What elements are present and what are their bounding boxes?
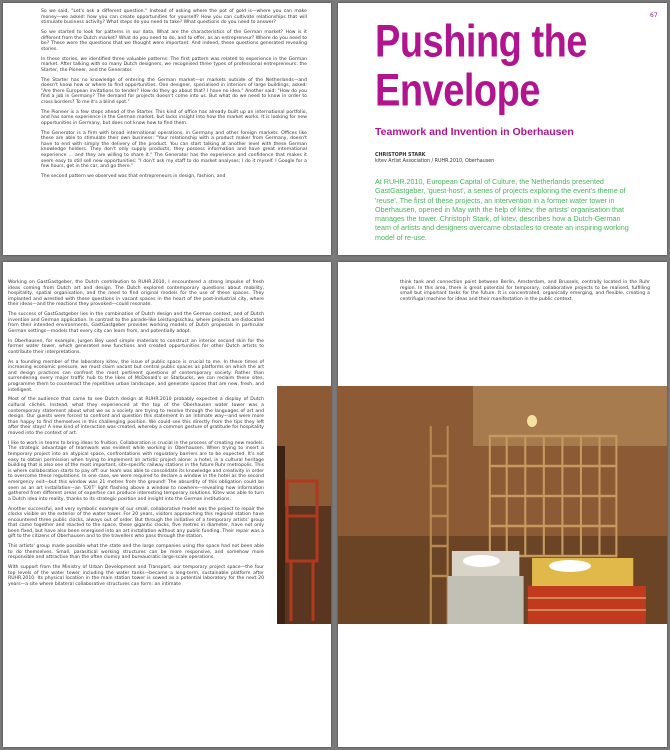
p3-paragraph-2: The success of GastGastgeber lies in the combination of Dutch design and the German context, and of Dutch invention and German application. In contrast to the parade-like Leistungsschau, where projects are dislocated from their intended environments, GastGastgeber provides working models of Dutch proposals in particular German settings—models that every city can learn from, and potentially adopt.: [8, 312, 264, 334]
p1-paragraph-6: The Generator is a firm with broad international operations, in Germany and other foreign markets. Offices like these are able to stimulate their own business: "Your relationship with a product maker from Germany, doesn't have to end with simply the delivery of the product. You can start talking at another level with these German knowledge holders. They don't only supply products, they possess information and have great international experience ... and they are willing to share it." The Generator has the experience and confidence that makes it seem easy to still sell new opportunities: "I don't ask my staff to do market analyses; I do it myself. I Google for a few hours, get in the car, and go there.": [41, 130, 307, 170]
p3-paragraph-8: This artists' group made possible what the state and the large companies using the space had not been able to do themselves. Small, parasitical working structures can be more responsive, and somehow more responsible and attractive than the often clumsy and bureaucratic large-scale operations.: [8, 544, 264, 561]
p1-paragraph-5: The Pioneer is a few steps ahead of the Starter. This kind of office has already built up an international portfolio, and has some experience in the German market, but lacks insight into how the market works. It is looking for new opportunities in Germany, but does not know how to find them.: [41, 109, 307, 126]
article-subtitle: Teamwork and Invention in Oberhausen: [375, 126, 574, 138]
water-tower-hotel-room-photo: [338, 386, 667, 624]
p1-paragraph-1: So we said, "Let's ask a different question." Instead of asking where the pot of gold is—where you can make money—we asked: how you can create opportunities for yourself? How you can cultivate relationships that will stimulate business activity? What steps do you need to take? What questions do you need to answer?: [41, 9, 307, 26]
p3-paragraph-7: Another successful, and very symbolic example of our small, collaborative model was the project to repair the clocks visible on the exterior of the water tower. For 20 years, visitors approaching this regional station have encountered three public clocks, always out of order. But through the initiative of a temporary artists' group that came together and reacted to the space, these gigantic clocks, five metres in diameter, have not only been fixed, but have also been energised into an art installation without any public funding. Their repair was a gift to the citizens of Oberhausen and to the travellers who pass through the station.: [8, 506, 264, 540]
p3-paragraph-6: I like to work in teams to bring ideas to fruition. Collaboration is crucial in the process of creating new models. The strategic advantage of teamwork was evident while working in Oberhausen. When trying to insert a temporary project into an atypical space, confrontations with regulatory barriers are to be expected. It's not easy to obtain permission when trying to implement an artistic project alone: a hotel, in a cultural heritage building that is also one of the most important, site-specific railway stations in the future Ruhr metropolis. This is where collaboration starts to pay off: our team was able to consolidate its knowledge and creativity in order to overcome these regulations. In one case, we were required to declare a window in the hotel as the second emergency exit—but this window was 21 metres from the ground! The absurdity of this obligation could be seen as an art installation—an 'EXIT' light flashing above a window to nowhere—revealing how information gathered from different areas of expertise can produce interesting temporary solutions. Kitev was able to turn a Dutch idea into reality, thanks to its strategic position and insight into the German institutions.: [8, 440, 264, 502]
page-bottom-right: [338, 262, 667, 747]
p4-text-column: [400, 280, 650, 307]
p1-paragraph-7: The second pattern we observed was that entrepreneurs in design, fashion, and: [41, 173, 226, 179]
author-name: CHRISTOPH STARK: [375, 153, 426, 158]
p3-paragraph-9: With support from the Ministry of Urban Development and Transport, our temporary project space—the four top levels of the water tower including the water tanks—became a long-term, sustainable platform after RUHR.2010. Its physical location in the main station tower is sowed as a potential laboratory for the next 20 years—a site where bilateral collaborative structures can form: an intimate: [8, 565, 264, 587]
p3-text-column: [8, 280, 264, 592]
p1-paragraph-3: In these stories, we identified three valuable patterns: The first pattern was related to experience in the German market. After talking with so many Dutch designers, we recognised three types of professional entrepreneurs: the Starter, the Pioneer, and the Generator.: [41, 56, 307, 73]
page-bottom-left: [3, 262, 331, 747]
article-title: [375, 17, 655, 115]
photo-left-part: [277, 386, 331, 624]
article-lede: At RUHR.2010, European Capital of Culture, the Netherlands presented GastGastgeber, 'guest-host', a series of projects exploring the event's theme of 'reuse'. The first of these projects, an intervention in a former water tower in Oberhausen, opened in May with the help of kitev, the artists' organisation that manages the tower. Christoph Stark, of kitev, describes how a Dutch-German team of artists and designers overcame obstacles to create an inspiring working model of re-use.: [375, 177, 629, 242]
title-line-1: Pushing the: [375, 17, 587, 68]
p1-paragraph-4: The Starter has no knowledge of entering the German market—or markets outside of the Netherlands—and doesn't know how or where to find opportunities. One designer, specialised in interiors of large buildings, asked: "Are there European invitations to tender? How do they go about that? I have no idea." Another said: "How do you find a job in Germany? The demand for projects doesn't come into us. But what do we need to know in order to cross borders? To me it's a blind spot.": [41, 77, 307, 105]
author-block: [375, 153, 494, 165]
author-affiliation: kitev Artist Association / RUHR.2010, Oberhausen: [375, 159, 495, 164]
page-top-right: [338, 3, 667, 255]
p4-paragraph-1: think tank and connection point between Berlin, Amsterdam, and Brussels, centrally located in the Ruhr region. In this area, there is great potential for temporary, collaborative projects to be realised, fulfilling small but important tasks for the future. It is concentrated, organically emerging, and flexible, creating a centrifugal machine for ideas and their manifestation in the public context.: [400, 280, 650, 302]
bed-left: [448, 551, 524, 624]
lamp-icon: [527, 415, 537, 427]
page-number: 67: [650, 12, 658, 19]
p1-paragraph-2: So we started to look for patterns in our data. What are the characteristics of the German market? How is it different from the Dutch market? What do you need to do, and to offer, as an entrepreneur? Where do you need to be? These were the questions that we thought were important. And indeed, these questions generated revealing stories.: [41, 29, 307, 52]
p1-text-column: [41, 9, 307, 184]
p3-paragraph-1: Working on GastGastgeber, the Dutch contribution to RUHR.2010, I encountered a strong impulse of fresh ideas coming from Dutch art and design. The Dutch explored contemporary questions about mobility, hospitality, spatial organisation, and the need to find original models for the use of these spaces. They implanted and wrestled with these questions in vacant spaces in the heart of the post-industrial city, where their ideas—and the reactions they provoked—could resonate.: [8, 280, 264, 308]
title-line-2: Envelope: [375, 66, 540, 117]
p3-paragraph-3: In Oberhausen, for example, Jurgen Bey used simple materials to construct an interior second skin for the former water tower, which generated new functions and created opportunities for other Dutch artists to contribute their interpretations.: [8, 338, 264, 355]
page-top-left: [3, 3, 331, 255]
p3-paragraph-4: As a founding member of the laboratory kitev, the issue of public space is crucial to me. In these times of increasing economic pressure, we must claim vacant but central public spaces as platforms on which the art and design practices can confront the most pertinent questions of contemporary society. Rather than surrendering every major traffic hub to the likes of McDonald's or Starbucks, we can reclaim these sites, programme them to counteract the repetitive urban landscape, and generate spaces that are new, fresh, and intelligent.: [8, 359, 264, 393]
p3-paragraph-5: Most of the audience that came to see Dutch design at RUHR.2010 probably expected a display of Dutch cultural clichés. Instead, what they experienced at the top of the Oberhausen water tower was a contemporary statement about what we as a society are trying to resolve through the languages of art and design. Our guests were forced to confront and question this statement in an intimate way—and were more than happy to find themselves in this challenging position. We could see this directly from the tips they left after their stays! A new kind of interaction was created, whereby a common gesture of gratitude for hospitality moved into the context of art.: [8, 397, 264, 436]
bed-right: [528, 558, 646, 624]
